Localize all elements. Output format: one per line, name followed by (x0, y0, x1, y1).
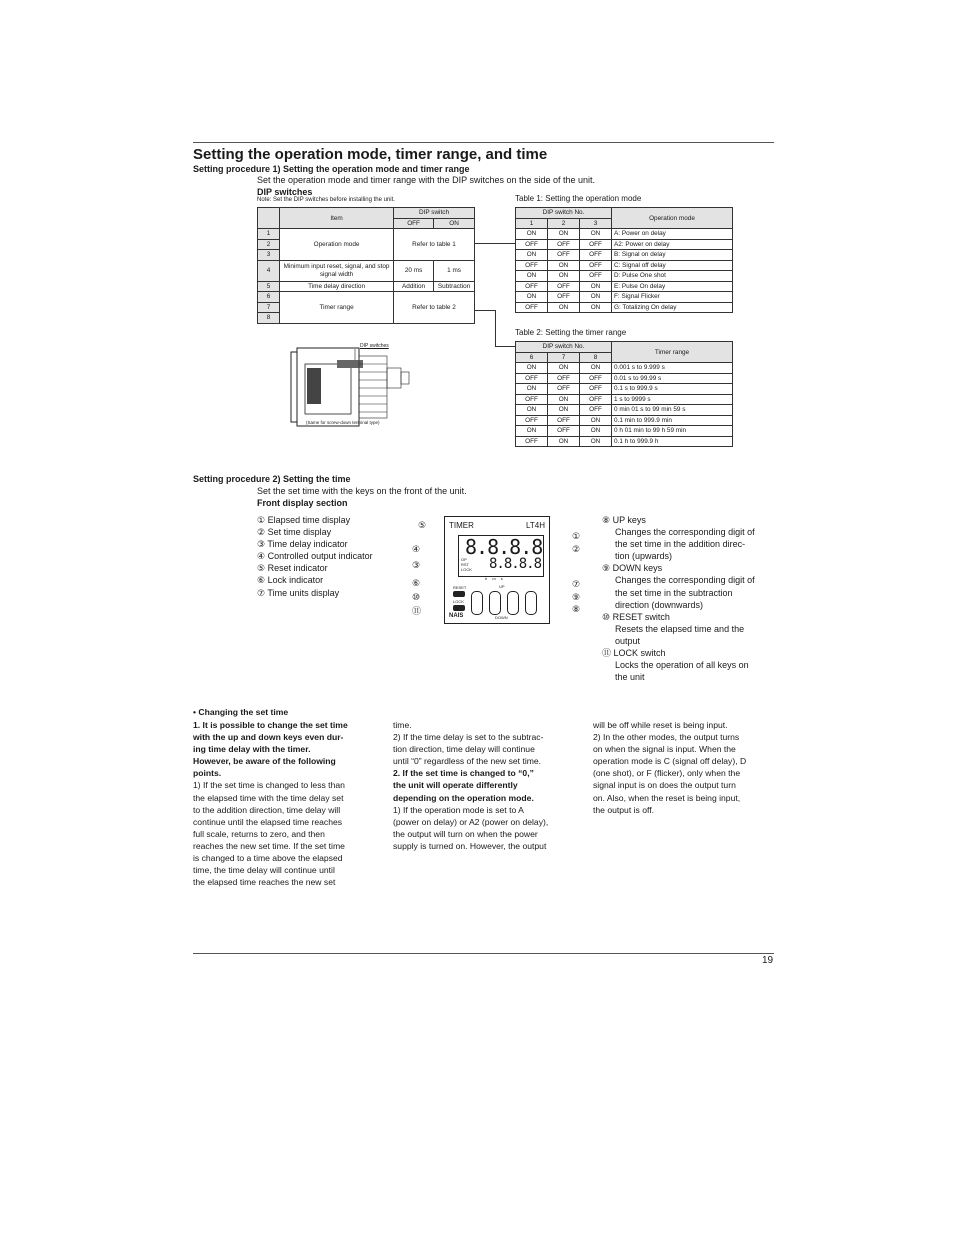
panel-model-right: LT4H (526, 521, 545, 530)
list-item: Resets the elapsed time and the (615, 623, 745, 634)
t1-col: 1 (516, 218, 548, 229)
table-cell-item: Operation mode (280, 229, 394, 261)
table-cell: D: Pulse One shot (612, 271, 733, 282)
table-cell-on: 1 ms (434, 260, 475, 281)
table-row (516, 436, 733, 447)
text-line: operation mode is C (signal off delay), D (593, 756, 747, 767)
operation-mode-table (515, 207, 733, 313)
table-cell: OFF (548, 384, 580, 395)
table-cell: OFF (516, 436, 548, 447)
text-line: (power on delay) or A2 (power on delay), (393, 816, 549, 827)
callout-marker: ⑤ (418, 520, 427, 530)
t1-mode-header: Operation mode (612, 208, 733, 229)
table-cell: OFF (548, 239, 580, 250)
callout-marker: ⑧ (572, 604, 581, 614)
text-line: tion direction, time delay will continue (393, 744, 535, 755)
text-line: 2. If the set time is changed to “0,” (393, 768, 534, 779)
text-line: (one shot), or F (flicker), only when the (593, 768, 741, 779)
table-cell: ON (548, 436, 580, 447)
table-cell: ON (516, 384, 548, 395)
table-cell: ON (580, 229, 612, 240)
table-cell: ON (548, 229, 580, 240)
dip-switch-table (257, 207, 475, 324)
table-cell: C: Signal off delay (612, 260, 733, 271)
list-item: ① Elapsed time display (257, 515, 351, 525)
table-cell: ON (548, 394, 580, 405)
bottom-rule (193, 953, 774, 954)
text-column-1 (193, 719, 375, 888)
table-cell: 0.1 min to 999.9 min (612, 415, 733, 426)
table-cell: F: Signal Flicker (612, 292, 733, 303)
table-cell: OFF (580, 239, 612, 250)
list-item: ⑪ LOCK switch (602, 648, 666, 659)
callout-marker: ⑥ (412, 578, 421, 588)
page-number: 19 (762, 955, 774, 966)
table-cell: ON (548, 363, 580, 374)
table-cell: E: Pulse On delay (612, 281, 733, 292)
table-cell: 0.1 s to 999.9 s (612, 384, 733, 395)
dip-col-dip: DIP switch (393, 208, 474, 219)
table-cell: ON (548, 302, 580, 313)
list-item: direction (downwards) (615, 599, 704, 610)
callout-marker: ⑨ (572, 592, 581, 602)
list-item: the set time in the subtraction (615, 587, 733, 598)
reset-indicator: RST (461, 562, 469, 567)
list-item: ③ Time delay indicator (257, 539, 348, 550)
table-cell: OFF (516, 260, 548, 271)
controlled-output-indicator: OP (461, 557, 467, 562)
table-row (516, 281, 733, 292)
table-cell: ON (548, 271, 580, 282)
table-row-no: 7 (258, 302, 280, 313)
table-cell: ON (516, 405, 548, 416)
table-cell: OFF (516, 415, 548, 426)
dip-switches-heading: DIP switches (257, 187, 313, 197)
table-cell: OFF (516, 239, 548, 250)
text-line: on when the signal is input. When the (593, 744, 736, 755)
table-cell: OFF (516, 394, 548, 405)
set-time-display: 8.8.8.8 (489, 556, 542, 572)
table-row-no: 5 (258, 281, 280, 292)
changing-heading: • Changing the set time (193, 707, 289, 717)
table-cell: OFF (516, 281, 548, 292)
text-line: full scale, returns to zero, and then (193, 828, 325, 839)
table-cell: OFF (548, 292, 580, 303)
text-line: signal input is on does the output turn (593, 780, 736, 791)
front-display-list (257, 514, 373, 599)
table-row-no: 1 (258, 229, 280, 240)
t2-dip-no: DIP switch No. (516, 342, 612, 353)
table-row (516, 405, 733, 416)
text-line: points. (193, 768, 222, 779)
table-cell: OFF (580, 384, 612, 395)
table-cell: OFF (580, 405, 612, 416)
procedure-2-label: Setting procedure 2) Setting the time (193, 474, 351, 484)
top-rule (193, 142, 774, 143)
table-cell: ON (516, 229, 548, 240)
callout-marker: ④ (412, 544, 421, 554)
front-display-heading: Front display section (257, 498, 348, 508)
reset-switch[interactable] (453, 591, 465, 597)
table-row (516, 363, 733, 374)
table-cell-item: Time delay direction (280, 281, 394, 292)
digit-key-1[interactable] (471, 591, 483, 615)
table-cell: ON (580, 436, 612, 447)
table-row-no: 3 (258, 250, 280, 261)
table-cell: ON (580, 292, 612, 303)
list-item: Changes the corresponding digit of (615, 575, 755, 586)
text-line: the unit will operate differently (393, 780, 518, 791)
table-row (516, 292, 733, 303)
table-cell: ON (580, 415, 612, 426)
text-line: time. (393, 720, 412, 730)
text-line: 2) If the time delay is set to the subtrac- (393, 732, 544, 743)
callout-marker: ③ (412, 560, 421, 570)
table-cell: 0.01 s to 99.99 s (612, 373, 733, 384)
procedure-2-text: Set the set time with the keys on the front of the unit. (257, 486, 467, 496)
list-item: Changes the corresponding digit of (615, 527, 755, 538)
text-column-2 (393, 719, 575, 852)
text-line: the elapsed time reaches the new set (193, 877, 336, 888)
connector-line (475, 310, 495, 311)
device-dip-label: DIP switches (360, 343, 389, 349)
table-cell-off: 20 ms (393, 260, 433, 281)
brand-logo: NAIS (449, 613, 464, 619)
list-item: ⑥ Lock indicator (257, 575, 324, 586)
table-cell: 1 s to 9999 s (612, 394, 733, 405)
table-cell: 0.1 h to 999.9 h (612, 436, 733, 447)
table-cell: ON (548, 405, 580, 416)
connector-line (475, 243, 515, 244)
table-row (516, 373, 733, 384)
table-row-no: 8 (258, 313, 280, 324)
callout-marker: ⑩ (412, 592, 421, 602)
callout-marker: ⑪ (412, 606, 422, 616)
text-line: continue until the elapsed time reaches (193, 816, 343, 827)
reset-label: RESET (453, 585, 467, 590)
callout-marker: ② (572, 544, 581, 554)
table1-title: Table 1: Setting the operation mode (515, 194, 642, 203)
text-line: depending on the operation mode. (393, 792, 534, 803)
connector-line (495, 310, 496, 347)
table-cell: 0 h 01 min to 99 h 59 min (612, 426, 733, 437)
text-line: with the up and down keys even dur- (193, 732, 344, 743)
text-line: 1) If the set time is changed to less than (193, 780, 345, 791)
digit-key-3[interactable] (507, 591, 519, 615)
table-cell: ON (548, 260, 580, 271)
lock-indicator: LOCK (461, 567, 472, 572)
text-line: reaches the new set time. If the set time (193, 840, 345, 851)
t2-col: 8 (580, 352, 612, 363)
table-cell: ON (516, 363, 548, 374)
time-units-display: h m s (485, 576, 505, 581)
text-line: time, the time delay will continue until (193, 865, 335, 876)
text-line: on. Also, when the reset is being input, (593, 792, 741, 803)
timer-range-table (515, 341, 733, 447)
list-item: ⑧ UP keys (602, 515, 646, 525)
t1-dip-no: DIP switch No. (516, 208, 612, 219)
table-cell: OFF (580, 260, 612, 271)
table-cell: ON (580, 363, 612, 374)
t1-col: 3 (580, 218, 612, 229)
table-row (516, 250, 733, 261)
table-cell-ref: Refer to table 1 (393, 229, 474, 261)
t2-col: 6 (516, 352, 548, 363)
table-row-no: 2 (258, 239, 280, 250)
panel-model-left: TIMER (449, 521, 474, 530)
procedure-1-label: Setting procedure 1) Setting the operation mode and timer range (193, 164, 470, 174)
table2-title: Table 2: Setting the timer range (515, 328, 627, 337)
keys-list (602, 514, 755, 683)
t1-col: 2 (548, 218, 580, 229)
digit-key-4[interactable] (525, 591, 537, 615)
panel-lcd (458, 535, 544, 577)
list-item: ⑨ DOWN keys (602, 563, 663, 574)
text-line: 2) In the other modes, the output turns (593, 732, 740, 743)
list-item: output (615, 635, 641, 646)
list-item: ④ Controlled output indicator (257, 551, 373, 562)
text-line: the output will turn on when the power (393, 828, 538, 839)
table-cell: ON (516, 292, 548, 303)
table-cell: A2: Power on delay (612, 239, 733, 250)
table-cell-on: Subtraction (434, 281, 475, 292)
dip-col-item: Item (280, 208, 394, 229)
table-cell: OFF (516, 302, 548, 313)
table-cell: 0 min 01 s to 99 min 59 s (612, 405, 733, 416)
table-cell: ON (580, 426, 612, 437)
panel-indicators (461, 557, 472, 572)
text-line: However, be aware of the following (193, 756, 336, 767)
t2-col: 7 (548, 352, 580, 363)
table-cell: OFF (548, 250, 580, 261)
table-cell-off: Addition (393, 281, 433, 292)
elapsed-time-display: 8.8.8.8 (465, 535, 543, 559)
table-cell: A: Power on delay (612, 229, 733, 240)
table-cell-item: Minimum input reset, signal, and stop signal width (280, 260, 394, 281)
table-cell: ON (580, 281, 612, 292)
down-label: DOWN (495, 615, 508, 620)
list-item: tion (upwards) (615, 551, 673, 562)
text-line: 1) If the operation mode is set to A (393, 804, 524, 815)
table-row (516, 384, 733, 395)
connector-line (495, 346, 515, 347)
text-line: 1. It is possible to change the set time (193, 720, 348, 730)
table-cell-ref: Refer to table 2 (393, 292, 474, 324)
list-item: ⑩ RESET switch (602, 611, 670, 622)
list-item: Locks the operation of all keys on (615, 660, 749, 671)
up-label: UP (499, 584, 505, 589)
table-cell: OFF (580, 271, 612, 282)
lock-switch[interactable] (453, 605, 465, 611)
callout-marker: ① (572, 531, 581, 541)
list-item: ⑤ Reset indicator (257, 563, 328, 574)
text-line: is changed to a time above the elapsed (193, 853, 343, 864)
timer-front-panel (444, 516, 550, 624)
device-caption: (Same for screw-down terminal type) (306, 420, 380, 425)
procedure-1-text: Set the operation mode and timer range with the DIP switches on the side of the unit. (257, 175, 596, 185)
table-cell: OFF (580, 373, 612, 384)
text-line: to the addition direction, time delay will (193, 804, 341, 815)
table-row (516, 415, 733, 426)
list-item: ② Set time display (257, 527, 332, 538)
table-row (516, 239, 733, 250)
table-cell: OFF (580, 250, 612, 261)
table-row-no: 6 (258, 292, 280, 303)
table-cell: OFF (516, 373, 548, 384)
table-row (516, 260, 733, 271)
table-cell: OFF (548, 373, 580, 384)
table-cell-item: Timer range (280, 292, 394, 324)
table-row (516, 271, 733, 282)
text-line: the elapsed time with the time delay set (193, 792, 344, 803)
list-item: the unit (615, 672, 645, 683)
dip-col-no (258, 208, 280, 229)
text-line: the output is off. (593, 804, 654, 815)
page-title: Setting the operation mode, timer range, and time (193, 146, 548, 163)
t2-range-header: Timer range (612, 342, 733, 363)
dip-col-off: OFF (393, 218, 433, 229)
dip-switches-note: Note: Set the DIP switches before installing the unit. (257, 197, 395, 203)
table-row (516, 229, 733, 240)
text-line: until “0” regardless of the new set time. (393, 756, 542, 767)
table-cell: OFF (548, 415, 580, 426)
callout-marker: ⑦ (572, 579, 581, 589)
text-column-3 (593, 719, 775, 816)
table-row-no: 4 (258, 260, 280, 281)
table-cell: B: Signal on delay (612, 250, 733, 261)
table-cell: 0.001 s to 9.999 s (612, 363, 733, 374)
table-cell: ON (516, 426, 548, 437)
table-cell: G: Totalizing On delay (612, 302, 733, 313)
text-line: will be off while reset is being input. (593, 720, 728, 730)
table-cell: OFF (580, 394, 612, 405)
dip-col-on: ON (434, 218, 475, 229)
table-cell: ON (580, 302, 612, 313)
digit-key-2[interactable] (489, 591, 501, 615)
table-row (516, 302, 733, 313)
text-line: supply is turned on. However, the output (393, 840, 547, 851)
lock-label: LOCK (453, 599, 464, 604)
table-row (516, 394, 733, 405)
table-cell: ON (516, 250, 548, 261)
table-cell: OFF (548, 426, 580, 437)
list-item: ⑦ Time units display (257, 587, 340, 598)
table-cell: OFF (548, 281, 580, 292)
list-item: the set time in the addition direc- (615, 539, 746, 550)
table-cell: ON (516, 271, 548, 282)
text-line: ing time delay with the timer. (193, 744, 311, 755)
table-row (516, 426, 733, 437)
